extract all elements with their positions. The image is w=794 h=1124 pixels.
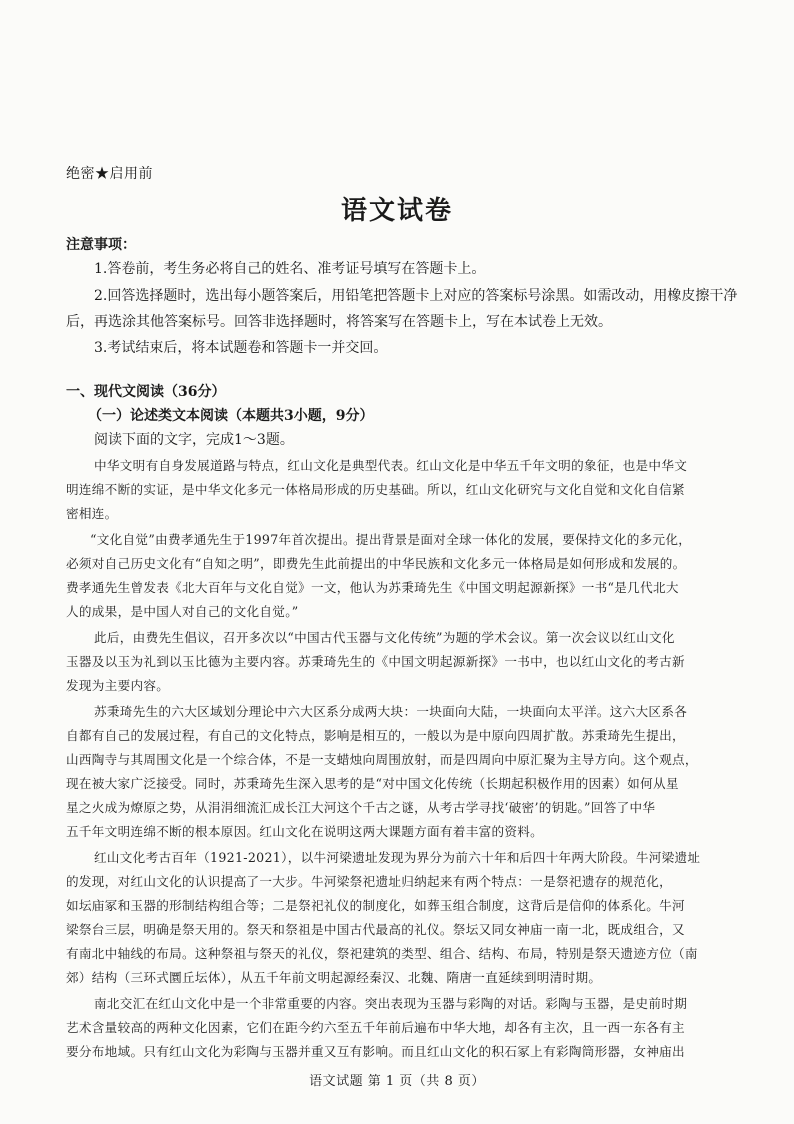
passage-line: 郊）结构（三环式圜丘坛体），从五千年前文明起源经秦汉、北魏、隋唐一直延续到明清时期。	[66, 970, 602, 985]
passage-line: 的发现，对红山文化的认识提高了一大步。牛河梁祭祀遗址归纳起来有两个特点：一是祭祀遗存的规范化，	[66, 874, 673, 889]
passage-line: 人的成果，是中国人对自己的文化自觉。”	[66, 604, 299, 619]
passage-line: 苏秉琦先生的六大区域划分理论中六大区系分成两大块：一块面向大陆，一块面向太平洋。这六大区系各	[94, 704, 688, 719]
passage-line: 如坛庙冢和玉器的形制结构组合等；二是祭祀礼仪的制度化，如葬玉组合制度，这背后是信仰的体系化。牛河	[66, 898, 685, 913]
page-title: 语文试卷	[340, 196, 453, 226]
note-line: 2.回答选择题时，选出每小题答案后，用铅笔把答题卡上对应的答案标号涂黑。如需改动，用橡皮擦干净	[94, 288, 738, 304]
passage-line: 明连绵不断的实证，是中华文化多元一体格局形成的历史基础。所以，红山文化研究与文化自觉和文化自信紧	[66, 482, 685, 497]
passage-line: 要分布地域。只有红山文化为彩陶与玉器并重又互有影响。而且红山文化的积石冢上有彩陶筒形器，女神庙出	[66, 1044, 685, 1059]
instruction-text: 阅读下面的文字，完成1～3题。	[94, 432, 294, 448]
subsection-heading: （一）论述类文本阅读（本题共3小题，9分）	[88, 408, 374, 424]
passage-line: 五千年文明连绵不断的根本原因。红山文化在说明这两大课题方面有着丰富的资料。	[66, 824, 544, 839]
passage-line: 红山文化考古百年（1921-2021），以牛河梁遗址发现为界分为前六十年和后四十年两大阶段。牛河梁遗址	[94, 850, 701, 865]
passage-line: 必须对自己历史文化有“自知之明”，即费先生此前提出的中华民族和文化多元一体格局是如何形成和发展的。	[66, 556, 686, 571]
passage-line: 南北交汇在红山文化中是一个非常重要的内容。突出表现为玉器与彩陶的对话。彩陶与玉器，是史前时期	[94, 996, 688, 1011]
passage-line: 现在被大家广泛接受。同时，苏秉琦先生深入思考的是“对中国文化传统（长期起积极作用的因素）如何从星	[66, 776, 679, 791]
notes-heading: 注意事项：	[66, 237, 136, 253]
note-line: 1.答卷前，考生务必将自己的姓名、准考证号填写在答题卡上。	[94, 261, 486, 277]
section-heading: 一、现代文阅读（36分）	[66, 384, 226, 400]
passage-line: 中华文明有自身发展道路与特点，红山文化是典型代表。红山文化是中华五千年文明的象征，也是中华文	[94, 458, 688, 473]
note-line: 3.考试结束后，将本试题卷和答题卡一并交回。	[94, 340, 388, 356]
passage-line: 费孝通先生曾发表《北大百年与文化自觉》一文，他认为苏秉琦先生《中国文明起源新探》一书“是几代北大	[66, 580, 679, 595]
passage-line: 密相连。	[66, 506, 118, 521]
secret-mark: 绝密★启用前	[66, 166, 153, 182]
page-footer: 语文试题 第 1 页（共 8 页）	[309, 1074, 485, 1089]
passage-line: 梁祭台三层，明确是祭天用的。祭天和祭祖是中国古代最高的礼仪。祭坛又同女神庙一南一北，既成组合，又	[66, 922, 685, 937]
passage-line: 此后，由费先生倡议，召开多次以“中国古代玉器与文化传统”为题的学术会议。第一次会议以红山文化	[94, 630, 675, 645]
passage-line: 自都有自己的发展过程，有自己的文化特点，影响是相互的，一般以为是中原向四周扩散。苏秉琦先生提出，	[66, 728, 685, 743]
passage-line: 山西陶寺与其周围文化是一个综合体，不是一支蜡烛向周围放射，而是四周向中原汇聚为主导方向。这个观点，	[66, 752, 698, 767]
passage-line: 玉器及以玉为礼到以玉比德为主要内容。苏秉琦先生的《中国文明起源新探》一书中，也以红山文化的考古新	[66, 654, 685, 669]
passage-line: 有南北中轴线的布局。这种祭祖与祭天的礼仪，祭祀建筑的类型、组合、结构、布局，特别是祭天遗迹方位（南	[66, 946, 698, 961]
passage-line: 发现为主要内容。	[66, 678, 170, 693]
passage-line: 艺术含量较高的两种文化因素，它们在距今约六至五千年前后遍布中华大地，却各有主次，且一西一东各有主	[66, 1020, 685, 1035]
passage-line: “文化自觉”由费孝通先生于1997年首次提出。提出背景是面对全球一体化的发展，要保持文化的多元化，	[90, 532, 692, 547]
passage-line: 星之火成为燎原之势，从涓涓细流汇成长江大河这个千古之谜，从考古学寻找‘破密’的钥匙。”回答了中华	[66, 800, 656, 815]
note-line: 后，再选涂其他答案标号。回答非选择题时，将答案写在答题卡上，写在本试卷上无效。	[66, 314, 612, 330]
